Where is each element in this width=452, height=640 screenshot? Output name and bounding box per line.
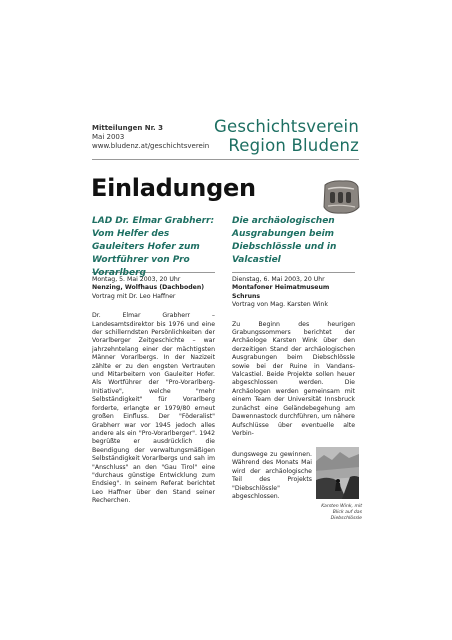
event-right-meta — [232, 276, 355, 310]
event-right-body — [232, 321, 355, 439]
issue-number: Mitteilungen Nr. 3 — [92, 124, 164, 132]
event-right — [232, 215, 355, 438]
event-left-title: LAD Dr. Elmar Grabherr: Vom Helfer des Gauleiters Hofer zum Wortführer von Pro Vorarlberg — [92, 216, 215, 278]
page-title: Einladungen — [91, 174, 256, 202]
event-left-venue: Nenzing, Wolfhaus (Dachboden) — [92, 284, 205, 292]
brand-line-1: Geschichtsverein — [214, 117, 359, 136]
event-right-text: Zu Beginn des heurigen Grabungssommers berichtet der Archäologe Karsten Wink über den derzeitigen Stand der archäologischen Ausgrabungen beim Diebschlössle sowie bei der Ruine in Vandans-Valcastiel. Beide Projekte sollen heuer abgeschlossen werden. Die Archäologen werden gemeinsam mit einem Team der Universität Innsbruck zunächst eine Geländebegehung am Dawennastock durchführen, um nähere Aufschlüsse über eventuelle alte Verbin- — [232, 320, 355, 437]
event-left-meta — [92, 276, 215, 301]
carved-stone-icon — [321, 179, 361, 215]
brand-logotype — [214, 117, 359, 155]
issue-url: www.bludenz.at/geschichtsverein — [92, 142, 210, 150]
event-left — [92, 215, 215, 506]
issue-date: Mai 2003 — [92, 133, 125, 141]
event-right-divider — [232, 272, 355, 273]
landscape-photo — [316, 447, 359, 499]
issue-info — [92, 124, 209, 151]
header-rule — [92, 159, 359, 160]
event-left-text: Dr. Elmar Grabherr – Landesamtsdirektor bis 1976 und eine der schillerndsten Persönlichkeiten der Vorarlberger Zeitgeschichte – war jahrzehntelang einer der mächtigsten Männer Vorarlbergs. In der Nazizeit zählte er zu den engsten Vertrauten und Mitarbeitern von Gauleiter Hofer. Als Wortführer der "Pro-Vorarlberg-Initiative", welche "mehr Selbständigkeit" für Vorarlberg forderte, erlangte er 1979/80 erneut großen Einfluss. Der "Föderalist" Grabherr war vor 1945 jedoch alles andere als ein "Pro-Vorarlberger". 1942 begrüßte er ausdrücklich die Beendigung der verwaltungsmäßigen Selbständigkeit Vorarlbergs und sah im "Anschluss" an den "Gau Tirol" eine "durchaus günstige Entwicklung zum Endsieg". In seinem Referat berichtet Leo Haffner über den Stand seiner Recherchen. — [92, 312, 215, 505]
event-right-title: Die archäologischen Ausgrabungen beim Diebschlössle und in Valcastiel — [232, 216, 337, 265]
event-left-body — [92, 312, 215, 505]
event-left-date: Montag, 5. Mai 2003, 20 Uhr — [92, 276, 181, 283]
event-right-speaker: Vortrag von Mag. Karsten Wink — [232, 301, 328, 309]
event-right-text-continued: dungswege zu gewinnen. Während des Monats Mai wird der archäologische Teil des Projekts "Diebschlössle" abgeschlossen. — [232, 451, 312, 501]
event-right-venue: Montafoner Heimatmuseum Schruns — [232, 284, 330, 300]
photo-caption: Karsten Wink, mit Blick auf das Diebschlössle — [321, 504, 362, 521]
event-left-speaker: Vortrag mit Dr. Leo Haffner — [92, 292, 176, 300]
event-right-date: Dienstag, 6. Mai 2003, 20 Uhr — [232, 276, 325, 283]
brand-line-2: Region Bludenz — [228, 136, 359, 155]
